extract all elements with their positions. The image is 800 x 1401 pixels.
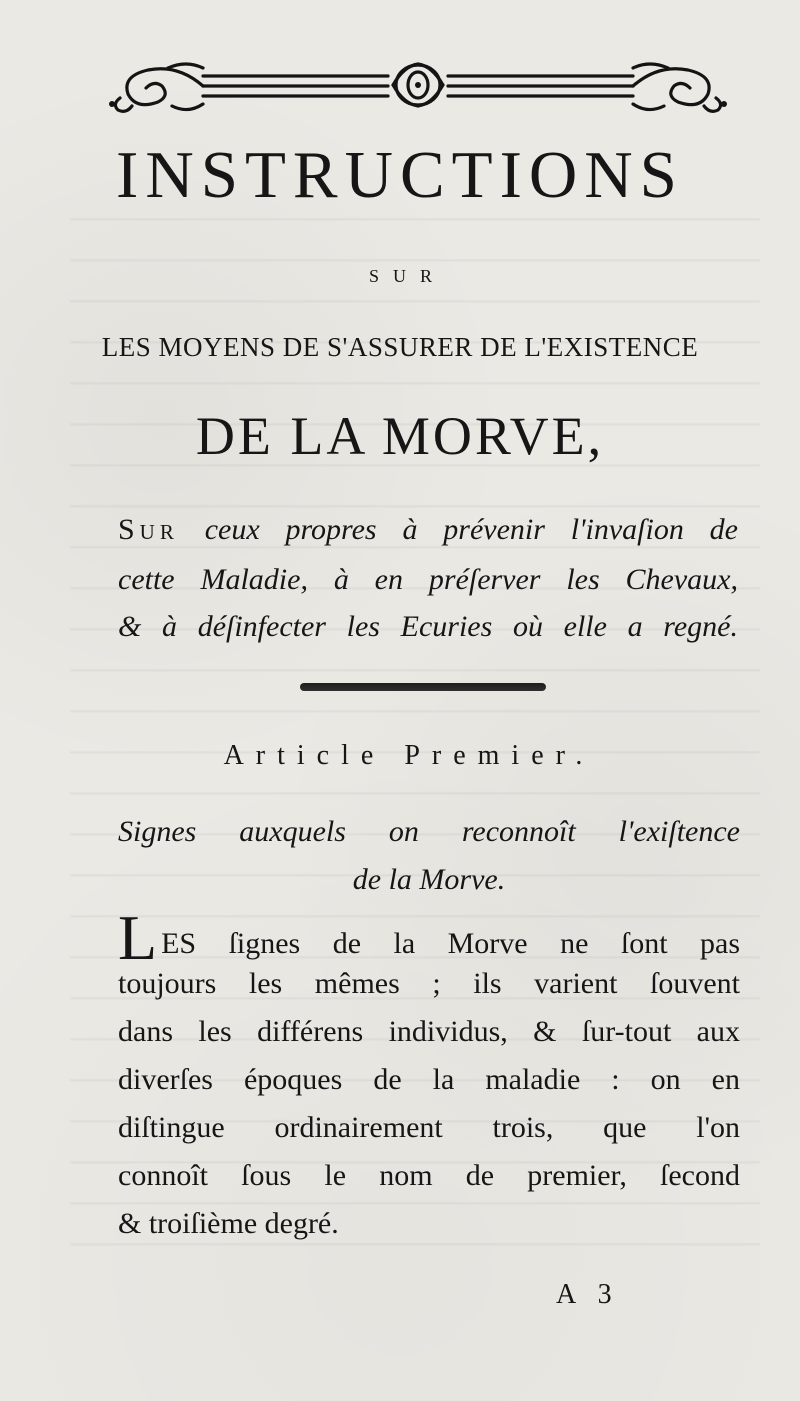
italic-paragraph-line-3: & à déſinfecter les Ecuries où elle a regné. bbox=[118, 610, 738, 643]
title-connector: SUR bbox=[368, 266, 446, 286]
drop-cap: L bbox=[118, 902, 158, 973]
body-line-5: diſtingue ordinairement trois, que l'on bbox=[118, 1111, 740, 1144]
body-line-3: dans les différens individus, & ſur-tout aux bbox=[118, 1015, 740, 1048]
body-paragraph bbox=[118, 902, 740, 1248]
article-subtitle-line-1: Signes auxquels on reconnoît l'exiſtence bbox=[118, 815, 740, 848]
page-signature: A 3 bbox=[556, 1279, 620, 1310]
title-subtitle-line-2: DE LA MORVE, bbox=[195, 406, 605, 466]
section-divider bbox=[300, 683, 546, 691]
article-heading: Article Premier. bbox=[223, 740, 595, 771]
italic-paragraph-line-2: cette Maladie, à en préſerver les Chevaux, bbox=[118, 563, 738, 596]
body-line-1-text: ES ſignes de la Morve ne ſont pas bbox=[161, 927, 740, 960]
article-subtitle-line-2: de la Morve. bbox=[352, 863, 506, 896]
body-line-1 bbox=[118, 902, 740, 973]
italic-paragraph-smallcaps: Sur bbox=[118, 513, 179, 546]
page-title: INSTRUCTIONS bbox=[116, 138, 684, 212]
scroll-ornament-icon bbox=[108, 58, 728, 116]
body-line-4: diverſes époques de la maladie : on en bbox=[118, 1063, 740, 1096]
body-line-7: & troiſième degré. bbox=[118, 1207, 339, 1240]
italic-paragraph-line-1-text: ceux propres à prévenir l'invaſion de bbox=[178, 513, 738, 546]
body-line-2: toujours les mêmes ; ils varient ſouvent bbox=[118, 967, 740, 1000]
body-line-6: connoît ſous le nom de premier, ſecond bbox=[118, 1159, 740, 1192]
italic-paragraph-line-1 bbox=[118, 515, 738, 545]
title-subtitle-line-1: LES MOYENS DE S'ASSURER DE L'EXISTENCE bbox=[101, 332, 699, 362]
